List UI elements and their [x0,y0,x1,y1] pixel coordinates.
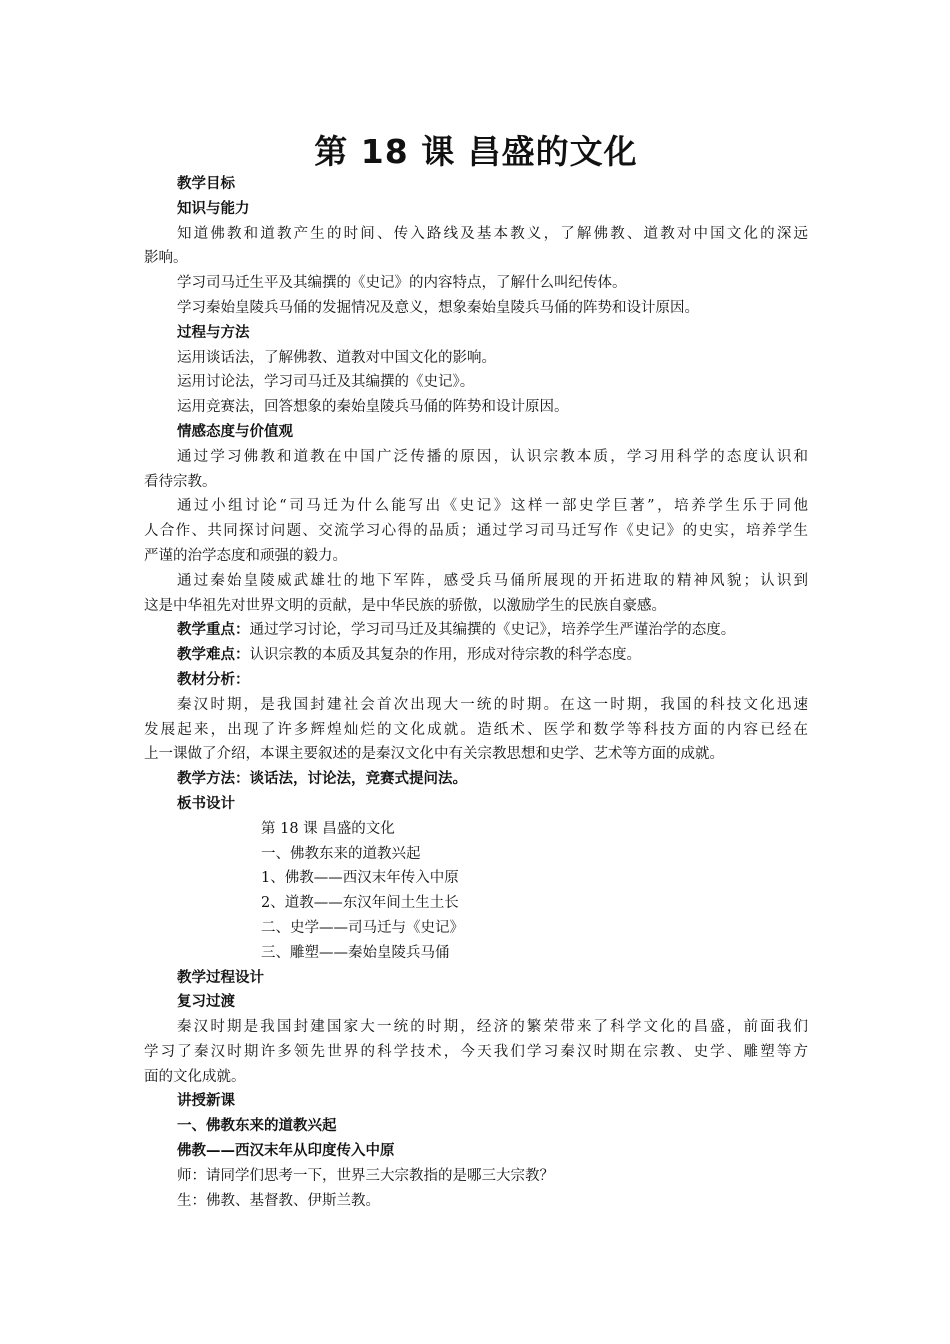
board-design-line: 三、雕塑——秦始皇陵兵马俑 [261,944,450,961]
key-point-text: 通过学习讨论，学习司马迁及其编撰的《史记》，培养学生严谨治学的态度。 [249,622,736,639]
paragraph-line: 上一课做了介绍，本课主要叙述的是秦汉文化中有关宗教思想和史学、艺术等方面的成就。 [144,746,724,763]
dialogue-line: 生：佛教、基督教、伊斯兰教。 [177,1192,380,1209]
paragraph-line: 学习司马迁生平及其编撰的《史记》的内容特点，了解什么叫纪传体。 [177,275,627,292]
paragraph-line: 运用讨论法，学习司马迁及其编撰的《史记》。 [177,374,475,391]
board-design-line: 2、道教——东汉年间土生土长 [261,895,459,912]
paragraph-line: 学习秦始皇陵兵马俑的发掘情况及意义，想象秦始皇陵兵马俑的阵势和设计原因。 [177,299,699,316]
difficulty-text: 认识宗教的本质及其复杂的作用，形成对待宗教的科学态度。 [249,647,641,664]
paragraph-line: 秦汉时期，是我国封建社会首次出现大一统的时期。在这一时期，我国的科技文化迅速 [177,696,808,713]
heading-attitude-values: 情感态度与价值观 [177,423,293,440]
heading-review: 复习过渡 [177,994,235,1011]
board-design-line: 1、佛教——西汉末年传入中原 [261,870,459,887]
paragraph-line: 看待宗教。 [144,473,217,490]
paragraph-line: 发展起来，出现了许多辉煌灿烂的文化成就。造纸术、医学和数学等科技方面的内容已经在 [144,721,808,738]
heading-teaching-method: 教学方法：谈话法，讨论法，竞赛式提问法。 [177,771,467,788]
paragraph-line: 严谨的治学态度和顽强的毅力。 [144,547,347,564]
paragraph-line: 运用谈话法，了解佛教、道教对中国文化的影响。 [177,349,496,366]
heading-board-design: 板书设计 [177,795,235,812]
paragraph-line: 影响。 [144,250,188,267]
paragraph-line: 面的文化成就。 [144,1068,246,1085]
heading-knowledge-ability: 知识与能力 [177,200,250,217]
paragraph-line: 知道佛教和道教产生的时间、传入路线及基本教义，了解佛教、道教对中国文化的深远 [177,225,808,242]
board-design-line: 第 18 课 昌盛的文化 [261,820,395,837]
difficulty-line [144,643,808,668]
paragraph-line: 人合作、共同探讨问题、交流学习心得的品质；通过学习司马迁写作《史记》的史实，培养学生 [144,523,808,540]
heading-buddhism: 佛教——西汉末年从印度传入中原 [177,1143,395,1160]
heading-new-lesson: 讲授新课 [177,1093,235,1110]
paragraph-line: 学习了秦汉时期许多领先世界的科学技术，今天我们学习秦汉时期在宗教、史学、雕塑等方 [144,1043,808,1060]
paragraph-line: 通过小组讨论“司马迁为什么能写出《史记》这样一部史学巨著”，培养学生乐于同他 [177,498,808,515]
key-point-label: 教学重点： [177,622,250,639]
lesson-title: 第 18 课 昌盛的文化 [314,132,638,171]
dialogue-line: 师：请同学们思考一下，世界三大宗教指的是哪三大宗教？ [177,1167,554,1184]
board-design-line: 二、史学——司马迁与《史记》 [261,919,464,936]
paragraph-line: 秦汉时期是我国封建国家大一统的时期，经济的繁荣带来了科学文化的昌盛，前面我们 [177,1019,808,1036]
heading-process-design: 教学过程设计 [177,969,264,986]
paragraph-line: 通过秦始皇陵威武雄壮的地下军阵，感受兵马俑所展现的开拓进取的精神风貌；认识到 [177,572,808,589]
heading-teaching-goals: 教学目标 [177,176,235,192]
key-point-line [144,618,808,643]
board-design-line: 一、佛教东来的道教兴起 [261,845,421,862]
heading-process-method: 过程与方法 [177,324,250,341]
paragraph-line: 这是中华祖先对世界文明的贡献，是中华民族的骄傲，以激励学生的民族自豪感。 [144,597,666,614]
heading-material-analysis: 教材分析： [177,671,250,688]
difficulty-label: 教学难点： [177,647,250,664]
paragraph-line: 运用竞赛法，回答想象的秦始皇陵兵马俑的阵势和设计原因。 [177,399,569,416]
paragraph-line: 通过学习佛教和道教在中国广泛传播的原因，认识宗教本质，学习用科学的态度认识和 [177,448,808,465]
heading-section-one: 一、佛教东来的道教兴起 [177,1118,337,1135]
document-body [144,172,808,1213]
